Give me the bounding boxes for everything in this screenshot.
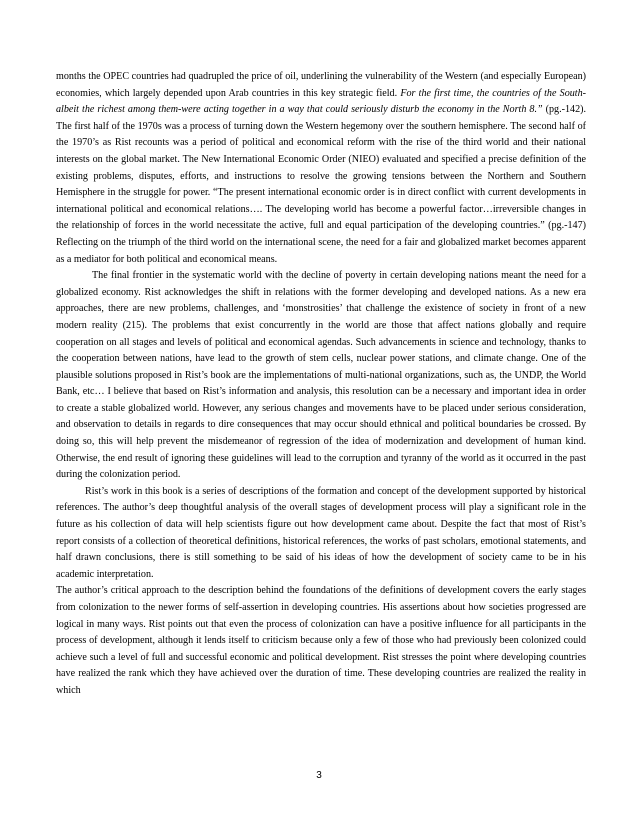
paragraph-1 <box>56 69 586 268</box>
paragraph-3 <box>56 484 586 584</box>
paragraph-4 <box>56 583 586 699</box>
page-number: 3 <box>316 770 322 781</box>
paragraph-2-text: The final frontier in the systematic world with the decline of poverty in certain developing nations meant the need for a globalized economy. Rist acknowledges the shift in relations with the former developing and developed nations. As a new era approaches, there are new problems, challenges, and ‘monstrosities’ that challenge the existence of society in front of a new modern reality (215). The problems that exist concurrently in the world are those that affect nations globally and require cooperation on all stages and levels of political and economical agendas. Such advancements in science and technology, thanks to the cooperation between nations, have lead to the growth of stem cells, nuclear power stations, and climate change. One of the plausible solutions proposed in Rist’s book are the implementations of multi-national organizations, such as, the UNDP, the World Bank, etc… I believe that based on Rist’s information and analysis, this resolution can be a necessary and important idea in order to create a stable globalized world. However, any serious changes and movements have to be placed under serious consideration, and observation to details in regards to dire consequences that may occur should ethnical and political boundaries be crossed. By doing so, this will help prevent the misdemeanor of regression of the idea of modernization and development of human kind. Otherwise, the end result of ignoring these guidelines will lead to the corruption and tyranny of the world as it occurred in the past during the colonization period. <box>56 270 586 481</box>
paragraph-1-text-b: (pg.-142). The first half of the 1970s was a process of turning down the Western hegemony over the southern hemisphere. The second half of the 1970’s as Rist recounts was a period of political and economical reform with the rise of the third world and their national interests on the global market. The New International Economic Order (NIEO) evaluated and specified a precise definition of the existing problems, disputes, efforts, and instructions to resolve the growing tensions between the Northern and Southern Hemisphere in the struggle for power. “The present international economic order is in direct conflict with current developments in international political and economical relations…. The developing world has become a powerful factor…irreversible changes in the relationship of forces in the world necessitate the active, full and equal participation of the developing countries.” (pg.-147) Reflecting on the triumph of the third world on the international scene, the need for a fair and globalized market becomes apparent as a mediator for both political and economical means. <box>56 104 586 265</box>
paragraph-4-text: The author’s critical approach to the description behind the foundations of the definitions of development covers the early stages from colonization to the newer forms of self-assertion in developing countries. His assertions about how societies progressed are logical in many ways. Rist points out that even the process of colonization can have a positive influence for all participants in the process of development, although it lends itself to criticism because only a few of those who had previously been colonized could achieve such a level of full and successful economic and political development. Rist stresses the point where developing countries have realized the rank which they have achieved over the duration of time. These developing countries are realized the reality in which <box>56 585 586 696</box>
paragraph-1-text-a: months the OPEC countries had quadrupled the price of oil, underlining the vulnerability of the Western (and especially European) economies, which largely depended upon Arab countries in this key strategic field. <box>56 71 586 99</box>
paragraph-1-quote-italic: For the first time, the countries of the South-albeit the richest among them-were acting together in a way that could seriously disturb the economy in the North 8.” <box>56 87 586 116</box>
document-page <box>56 69 586 700</box>
paragraph-3-text: Rist’s work in this book is a series of descriptions of the formation and concept of the development supported by historical references. The author’s deep thoughtful analysis of the overall stages of development process will play a significant role in the future as his collection of data will help scientists figure out how development came about. Despite the fact that most of Rist’s report consists of a collection of theoretical definitions, historical references, the works of past scholars, emotional statements, and half drawn conclusions, there is still something to be said of his ideas of how the development of society came to be in his academic interpretation. <box>56 485 586 580</box>
paragraph-2 <box>56 268 586 484</box>
